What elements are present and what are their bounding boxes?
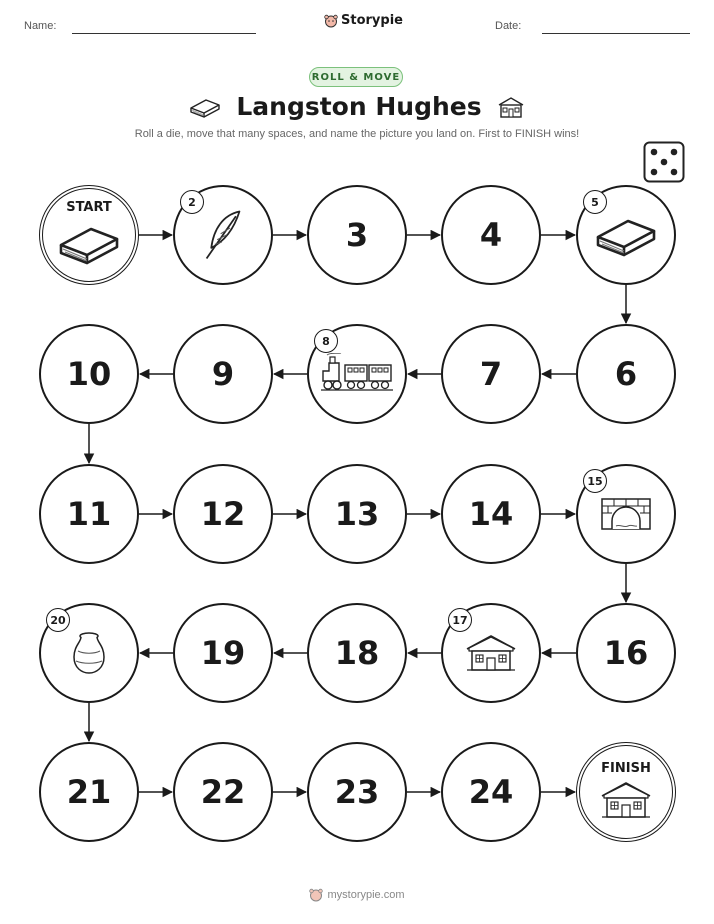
space-number-badge: 15 — [583, 469, 607, 493]
space-number: 3 — [345, 216, 369, 254]
footer — [0, 888, 714, 902]
game-type-badge: ROLL & MOVE — [309, 67, 403, 87]
space-number: 16 — [603, 634, 649, 672]
space-label: START — [66, 199, 112, 215]
board-space-18 — [307, 603, 407, 703]
space-number: 19 — [200, 634, 246, 672]
space-number-badge: 20 — [46, 608, 70, 632]
space-number: 21 — [66, 773, 112, 811]
space-number: 13 — [334, 495, 380, 533]
board-space-4 — [441, 185, 541, 285]
board-space-24 — [441, 742, 541, 842]
board-space-7 — [441, 324, 541, 424]
space-number-badge: 5 — [583, 190, 607, 214]
board-space-19 — [173, 603, 273, 703]
book-icon — [590, 211, 662, 259]
space-number-badge: 17 — [448, 608, 472, 632]
space-number: 24 — [468, 773, 514, 811]
space-number: 10 — [66, 355, 112, 393]
space-number: 14 — [468, 495, 514, 533]
house-icon — [465, 633, 517, 673]
name-label: Name: — [24, 20, 57, 32]
board-space-12 — [173, 464, 273, 564]
space-number: 11 — [66, 495, 112, 533]
house-icon — [600, 780, 652, 824]
board-space-14 — [441, 464, 541, 564]
train-icon — [319, 353, 395, 395]
space-number: 22 — [200, 773, 246, 811]
board-space-3 — [307, 185, 407, 285]
space-number: 9 — [211, 355, 235, 393]
space-number: 12 — [200, 495, 246, 533]
board-space-23 — [307, 742, 407, 842]
brand-name: Storypie — [341, 13, 403, 28]
board-space-9 — [173, 324, 273, 424]
space-number: 23 — [334, 773, 380, 811]
date-label: Date: — [495, 20, 522, 32]
space-number: 18 — [334, 634, 380, 672]
mascot-icon — [309, 888, 323, 902]
space-number-badge: 2 — [180, 190, 204, 214]
board-space-11 — [39, 464, 139, 564]
book-icon — [53, 219, 125, 271]
space-number: 7 — [479, 355, 503, 393]
instructions: Roll a die, move that many spaces, and name the picture you land on. First to FINISH wins! — [134, 128, 580, 140]
space-label: FINISH — [601, 760, 651, 776]
board-space-22 — [173, 742, 273, 842]
clay-pot-icon — [69, 630, 109, 676]
space-number: 4 — [479, 216, 503, 254]
board-space-16 — [576, 603, 676, 703]
page-title: Langston Hughes — [236, 92, 482, 121]
board-space-6 — [576, 324, 676, 424]
board-space-10 — [39, 324, 139, 424]
board-space-13 — [307, 464, 407, 564]
board-space-21 — [39, 742, 139, 842]
footer-url: mystorypie.com — [327, 889, 405, 901]
finish-space — [576, 742, 676, 842]
stone-bridge-icon — [600, 495, 652, 533]
space-number: 6 — [614, 355, 638, 393]
space-number-badge: 8 — [314, 329, 338, 353]
start-space — [39, 185, 139, 285]
feather-quill-icon — [199, 208, 247, 262]
